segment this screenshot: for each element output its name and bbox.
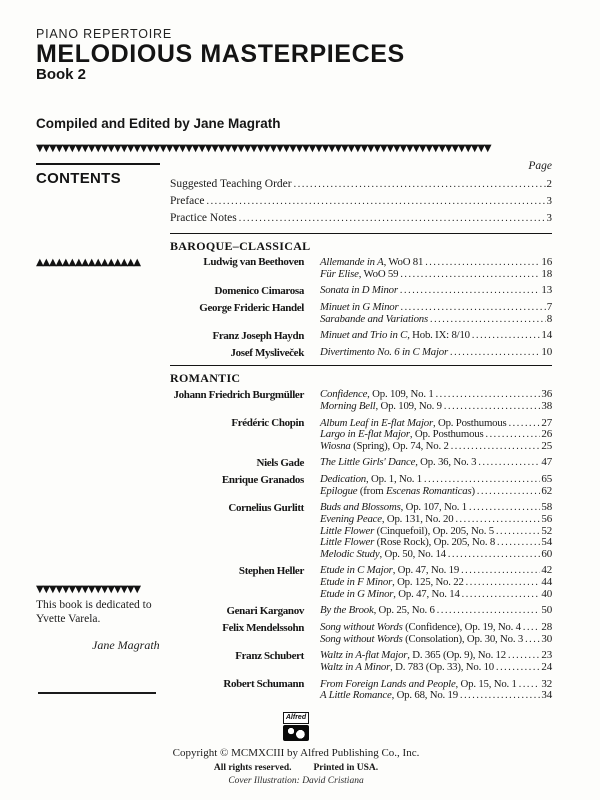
- dot-leader: [496, 526, 540, 538]
- composer-group: [170, 650, 552, 673]
- contents-block: [36, 163, 160, 187]
- page-number: 25: [541, 439, 552, 452]
- section-heading: BAROQUE–CLASSICAL: [170, 233, 552, 252]
- dot-leader: [460, 690, 540, 702]
- dot-leader: [437, 605, 541, 617]
- toc-section: [170, 233, 552, 359]
- work-title-part: Wiosna: [320, 439, 351, 452]
- work-title-part: Buds and Blossoms: [320, 501, 401, 514]
- composer-name: Ludwig van Beethoven: [203, 256, 304, 269]
- page-number: 54: [541, 536, 552, 549]
- works-list: [312, 622, 552, 645]
- work-title-part: Confidence: [320, 388, 368, 401]
- work-title-part: , D. 365 (Op. 9), No. 12: [407, 649, 506, 662]
- contents-label: CONTENTS: [36, 170, 121, 187]
- composer-group: [170, 474, 552, 497]
- page-number: 32: [541, 677, 552, 690]
- work-title-part: From Foreign Lands and People: [320, 677, 456, 690]
- page-number: 18: [541, 267, 552, 280]
- work-title-part: Epilogue: [320, 484, 358, 497]
- dot-leader: [425, 257, 540, 269]
- page-number: 60: [541, 547, 552, 560]
- work-title-part: (from: [357, 484, 386, 497]
- page-number: 56: [541, 513, 552, 526]
- work-row: [320, 441, 552, 453]
- page-number: 13: [541, 284, 552, 297]
- work-title-part: Evening Peace: [320, 513, 382, 526]
- page-number: 23: [541, 649, 552, 662]
- composer-name: Domenico Cimarosa: [214, 284, 304, 297]
- composer-group: [170, 302, 552, 325]
- dot-leader: [478, 457, 540, 469]
- front-matter-label: Practice Notes: [170, 212, 237, 224]
- copyright-line: Copyright © MCMXCIII by Alfred Publishing Co., Inc.: [172, 747, 420, 759]
- dedication-block: [36, 584, 176, 653]
- page-number: 26: [541, 428, 552, 441]
- works-list: [312, 457, 552, 469]
- page-number: 16: [541, 256, 552, 268]
- dot-leader: [496, 662, 540, 674]
- work-title-part: Morning Bell: [320, 399, 376, 412]
- composer-name: Josef Mysliveček: [230, 346, 304, 359]
- composer-name: Franz Joseph Haydn: [212, 329, 304, 342]
- work-title-part: ): [471, 484, 475, 497]
- page-number: 24: [541, 660, 552, 673]
- dot-leader: [469, 502, 540, 514]
- work-title-part: Waltz in A-flat Major: [320, 649, 408, 662]
- work-title-part: , Op. 109, No. 1: [367, 388, 434, 401]
- work-title: [320, 457, 476, 469]
- dot-leader: [477, 486, 541, 498]
- work-title: [320, 285, 398, 297]
- editor-byline: Compiled and Edited by Jane Magrath: [36, 116, 281, 131]
- work-title-part: , Op. 68, No. 19: [391, 689, 458, 702]
- dot-leader: [462, 589, 541, 601]
- triangle-ornament-band-dedication: ▼▼▼▼▼▼▼▼▼▼▼▼▼▼▼▼: [36, 584, 140, 595]
- page-number: 10: [541, 346, 552, 359]
- composer-group: [170, 418, 552, 453]
- page-number: 3: [546, 212, 552, 224]
- page-number: 50: [541, 604, 552, 617]
- works-list: [312, 257, 552, 280]
- work-title-part: (Consolation), Op. 30, No. 3: [402, 632, 524, 645]
- dot-leader: [509, 418, 541, 430]
- work-title-part: Etude in F Minor: [320, 576, 393, 589]
- composer-group: [170, 679, 552, 702]
- work-title-part: Für Elise: [320, 267, 359, 280]
- composer-group: [170, 347, 552, 359]
- dedication-line-2: Yvette Varela.: [36, 613, 101, 625]
- works-list: [312, 679, 552, 702]
- work-title: [320, 401, 442, 413]
- front-matter-list: [170, 176, 552, 227]
- dedication-signature: Jane Magrath: [92, 638, 160, 652]
- dot-leader: [472, 330, 541, 342]
- dot-leader: [519, 679, 541, 691]
- printed-in-usa: Printed in USA.: [313, 763, 379, 773]
- toc-section: [170, 365, 552, 701]
- work-title: [320, 605, 435, 617]
- page-number: 27: [541, 416, 552, 429]
- work-row: [320, 690, 552, 702]
- work-title-part: , Hob. IX: 8/10: [407, 329, 470, 342]
- work-title-part: , Op. 15, No. 1: [455, 677, 517, 690]
- dot-leader: [461, 565, 540, 577]
- front-matter-label: Suggested Teaching Order: [170, 178, 292, 190]
- front-matter-label: Preface: [170, 195, 205, 207]
- page-number: 28: [541, 621, 552, 634]
- work-row: [320, 549, 552, 561]
- page-number: 2: [546, 178, 552, 190]
- composer-name: Cornelius Gurlitt: [228, 501, 304, 514]
- work-title-part: , Op. 47, No. 14: [393, 587, 460, 600]
- page-number: 14: [541, 329, 552, 342]
- work-row: [320, 314, 552, 326]
- page-number: 3: [546, 195, 552, 207]
- work-title: [320, 549, 446, 561]
- page-number: 44: [541, 576, 552, 589]
- dedication-line-1: This book is dedicated to: [36, 599, 152, 611]
- page-footer: [0, 706, 592, 787]
- all-rights-reserved: All rights reserved.: [213, 763, 292, 773]
- dot-leader: [436, 389, 541, 401]
- composer-name: Franz Schubert: [235, 649, 304, 662]
- dot-leader: [508, 650, 540, 662]
- work-row: [320, 330, 552, 342]
- work-title-part: Waltz in A Minor: [320, 660, 391, 673]
- work-row: [320, 285, 552, 297]
- dot-leader: [444, 401, 541, 413]
- composer-name: Stephen Heller: [238, 564, 304, 577]
- work-title-part: Little Flower: [320, 524, 375, 537]
- dot-leader: [451, 441, 541, 453]
- dot-leader: [525, 634, 540, 646]
- work-title-part: , WoO 59: [358, 267, 399, 280]
- works-list: [312, 418, 552, 453]
- dot-leader: [466, 577, 541, 589]
- dot-leader: [239, 210, 546, 227]
- composer-name: Robert Schumann: [223, 677, 304, 690]
- work-row: [320, 457, 552, 469]
- dot-leader: [430, 314, 546, 326]
- composer-group: [170, 502, 552, 560]
- work-title-part: Song without Words: [320, 632, 403, 645]
- works-list: [312, 389, 552, 412]
- page-header: [36, 27, 556, 131]
- page-number: 42: [541, 564, 552, 577]
- works-list: [312, 502, 552, 560]
- work-title-part: , Op. 25, No. 6: [373, 604, 435, 617]
- dot-leader: [450, 347, 540, 359]
- work-title-part: , Op. 50, No. 14: [379, 547, 446, 560]
- dot-leader: [448, 549, 541, 561]
- work-title-part: Little Flower: [320, 536, 375, 549]
- works-list: [312, 302, 552, 325]
- composer-group: [170, 330, 552, 342]
- triangle-ornament-band-up: ▲▲▲▲▲▲▲▲▲▲▲▲▲▲▲▲: [36, 257, 140, 268]
- composer-name: Felix Mendelssohn: [222, 621, 304, 634]
- composer-name: Genari Karganov: [226, 604, 304, 617]
- work-row: [320, 662, 552, 674]
- work-title: [320, 347, 448, 359]
- contents-rule: [36, 163, 160, 165]
- front-matter-row: [170, 176, 552, 193]
- page-number: 65: [541, 473, 552, 486]
- page-number: 38: [541, 399, 552, 412]
- composer-group: [170, 389, 552, 412]
- work-title-part: Dedication: [320, 473, 366, 486]
- work-title-part: Etude in G Minor: [320, 587, 394, 600]
- dot-leader: [400, 285, 541, 297]
- composer-name: Frédéric Chopin: [231, 416, 304, 429]
- work-title: [320, 314, 428, 326]
- work-row: [320, 486, 552, 498]
- work-row: [320, 401, 552, 413]
- page-number: 40: [541, 587, 552, 600]
- work-title-part: (Confidence), Op. 19, No. 4: [402, 621, 521, 634]
- work-row: [320, 634, 552, 646]
- works-list: [312, 330, 552, 342]
- work-title-part: Minuet in G Minor: [320, 301, 399, 314]
- work-title-part: Etude in C Major: [320, 564, 393, 577]
- composer-group: [170, 285, 552, 297]
- dot-leader: [294, 176, 546, 193]
- work-title-part: Melodic Study: [320, 547, 380, 560]
- dot-leader: [523, 622, 541, 634]
- composer-name: George Frideric Handel: [199, 301, 304, 314]
- page-number: 8: [546, 312, 552, 325]
- cover-illustration-credit: Cover Illustration: David Cristiana: [228, 776, 364, 786]
- composer-group: [170, 457, 552, 469]
- work-title-part: Sonata in D Minor: [320, 284, 398, 297]
- work-title-part: , Op. Posthumous: [409, 428, 484, 441]
- works-list: [312, 650, 552, 673]
- work-title-part: Largo in E-flat Major: [320, 428, 410, 441]
- work-title-part: Allemande in A: [320, 256, 384, 268]
- section-heading: ROMANTIC: [170, 365, 552, 384]
- works-list: [312, 565, 552, 600]
- rights-line: [0, 762, 592, 774]
- works-list: [312, 474, 552, 497]
- work-title: [320, 634, 523, 646]
- front-matter-row: [170, 210, 552, 227]
- work-title-part: Escenas Romanticas: [385, 484, 472, 497]
- work-title: [320, 486, 475, 498]
- dot-leader: [485, 429, 540, 441]
- page-number: 62: [541, 484, 552, 497]
- work-row: [320, 269, 552, 281]
- composer-name: Johann Friedrich Burgmüller: [173, 388, 304, 401]
- composer-group: [170, 605, 552, 617]
- work-title-part: Album Leaf in E-flat Major: [320, 416, 433, 429]
- works-list: [312, 285, 552, 297]
- composer-group: [170, 257, 552, 280]
- alfred-logo-mark-icon: [283, 725, 309, 741]
- triangle-ornament-band-full: ▼▼▼▼▼▼▼▼▼▼▼▼▼▼▼▼▼▼▼▼▼▼▼▼▼▼▼▼▼▼▼▼▼▼▼▼▼▼▼▼▼▼▼▼▼▼▼▼▼▼▼▼▼▼▼▼▼▼▼▼▼▼▼▼▼▼▼▼▼▼: [36, 143, 491, 154]
- work-title: [320, 589, 460, 601]
- work-title: [320, 330, 470, 342]
- composer-group: [170, 565, 552, 600]
- composer-name: Enrique Granados: [221, 473, 304, 486]
- work-title-part: Divertimento No. 6 in C Major: [320, 346, 448, 359]
- work-title: [320, 690, 458, 702]
- page-number: 34: [541, 689, 552, 702]
- work-title-part: , Op. 1, No. 1: [365, 473, 422, 486]
- works-list: [312, 347, 552, 359]
- work-title-part: By the Brook: [320, 604, 374, 617]
- work-title-part: , Op. 125, No. 22: [392, 576, 464, 589]
- toc-sections: [170, 233, 552, 702]
- work-row: [320, 605, 552, 617]
- work-title-part: (Cinquefoil), Op. 205, No. 5: [374, 524, 494, 537]
- page-number: 47: [541, 456, 552, 469]
- page-number: 30: [541, 632, 552, 645]
- page-number: 58: [541, 501, 552, 514]
- series-label: PIANO REPERTOIRE: [36, 27, 172, 41]
- dot-leader: [206, 193, 545, 210]
- dot-leader: [400, 269, 540, 281]
- work-title-part: Sarabande and Variations: [320, 312, 428, 325]
- work-title-part: , Op. 109, No. 9: [375, 399, 442, 412]
- composer-group: [170, 622, 552, 645]
- work-title: [320, 441, 449, 453]
- left-column-rule: [38, 692, 156, 694]
- book-number: Book 2: [36, 66, 87, 83]
- work-title-part: The Little Girls' Dance: [320, 456, 416, 469]
- page-number: 52: [541, 524, 552, 537]
- work-title-part: Minuet and Trio in C: [320, 329, 408, 342]
- table-of-contents: [170, 160, 552, 702]
- alfred-publisher-logo: [283, 712, 309, 741]
- alfred-logo-text: Alfred: [283, 712, 309, 724]
- work-title-part: , Op. 36, No. 3: [415, 456, 477, 469]
- work-title-part: A Little Romance: [320, 689, 392, 702]
- work-title-part: (Spring), Op. 74, No. 2: [350, 439, 449, 452]
- page-number: 36: [541, 388, 552, 401]
- work-row: [320, 589, 552, 601]
- page-number: 7: [546, 301, 552, 314]
- work-title-part: , Op. 107, No. 1: [400, 501, 467, 514]
- work-title-part: (Rose Rock), Op. 205, No. 8: [374, 536, 496, 549]
- work-title: [320, 269, 398, 281]
- work-title-part: , WoO 81: [383, 256, 424, 268]
- work-title-part: Song without Words: [320, 621, 403, 634]
- front-matter-row: [170, 193, 552, 210]
- dot-leader: [497, 537, 540, 549]
- work-title-part: , Op. Posthumous: [432, 416, 507, 429]
- book-title: MELODIOUS MASTERPIECES: [36, 40, 405, 68]
- work-title-part: , Op. 47, No. 19: [392, 564, 460, 577]
- work-row: [320, 347, 552, 359]
- work-title: [320, 662, 494, 674]
- works-list: [312, 605, 552, 617]
- page-column-label: Page: [528, 160, 552, 172]
- composer-name: Niels Gade: [256, 456, 304, 469]
- work-title-part: , Op. 131, No. 20: [381, 513, 454, 526]
- work-title-part: , D. 783 (Op. 33), No. 10: [390, 660, 494, 673]
